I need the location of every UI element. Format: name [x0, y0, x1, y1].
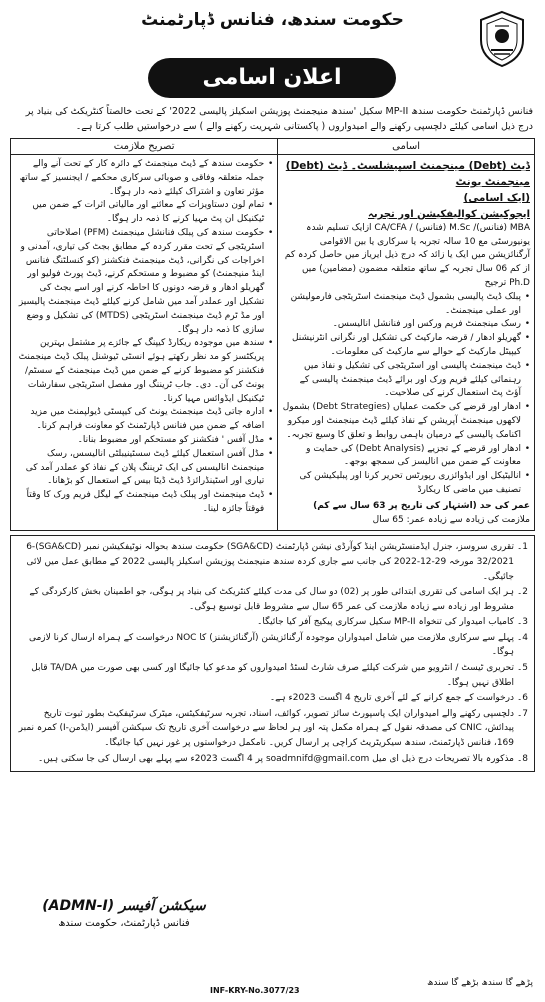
experience-item: • ادھار اور قرضے کے تجزیے (Debt Analysis) کی حمایت و معاونت کے ضمن میں انالیسز کی سمجھ بوجھ۔	[282, 443, 530, 471]
experience-item: • ڈیٹ مینجمنٹ پالیسی اور اسٹریٹجی کی تشکیل و نفاذ میں رہنمائی کیلئے فریم ورک اور برائے ڈیٹ مینجمنٹ پالیسی کے آؤٹ پٹ استعمال کرنے کی صلاحیت۔	[282, 360, 530, 401]
duty-item: • مڈل آفس ' فنکشنز کو مستحکم اور مضبوط بنانا۔	[15, 434, 273, 448]
note-text: تحریری ٹیسٹ / انٹرویو میں شرکت کیلئے صرف شارٹ لسٹڈ امیدواروں کو مدعو کیا جائیگا اور کسی بھی صورت میں TA/DA قابل اطلاق نہیں ہوگا۔	[31, 663, 514, 688]
note-text: کامیاب امیدوار کی تنخواہ MP-II سکیل سرکاری پیکیج آفر کیا جائیگا۔	[257, 617, 514, 628]
duty-item: • مڈل آفس استعمال کیلئے ڈیٹ سسٹینیبلٹی انالیسس، رسک مینجمنٹ انالیسس کی ایک ٹریننگ پلان کے نفاذ کو عملدر آمد کی تیاری اور اسٹینڈرائزڈ ڈیٹ ڈیٹا بیس کے استعمال کو بڑھانا۔	[15, 448, 273, 489]
education-text: MBA (فنانس)/ M.Sc (فنانس) / CA/CFA ازایک تسلیم شدہ یونیورسٹی مع 10 سالہ تجربہ یا سرکاری یا بین الاقوامی آرگنائزیشن میں ایک یا زائد کہ درج ذیل ایریاز میں حاصل کردہ کم از کم 06 سال تجربہ کے ساتھ متعلقہ مضمون (مضامین) میں Ph.D ترجیح	[284, 222, 530, 288]
slogan: پڑھے گا سندھ بڑھے گا سندھ	[427, 978, 533, 988]
experience-item: • انالیٹیکل اور ایڈوائزری رپورٹس تحریر کرنا اور پبلیکیشن کی تصنیف میں ماضی کا ریکارڈ	[282, 470, 530, 498]
post-details-cell	[278, 155, 535, 531]
terms-and-conditions	[10, 535, 535, 772]
education-heading: ایجوکیشن کوالیفکیشن اور تجربہ	[368, 209, 530, 220]
note-text: ہر ایک اسامی کی تقرری ابتدائی طور پر (02) دو سال کی مدت کیلئے کنٹریکٹ کی بنیاد پر ہوگی، جو اطمینان بخش کارکردگی کے مشروط اور زیادہ سے زیادہ ملازمت کی عمر 65 سال سے مشروط قابل توسیع ہوگی۔	[29, 587, 514, 612]
note-number: 2۔	[516, 587, 528, 598]
experience-item: • رسک مینجمنٹ فریم ورکس اور فنانشل انالیسس۔	[282, 318, 530, 332]
job-description-cell	[11, 155, 278, 531]
note-item	[17, 615, 528, 630]
duty-item: • ادارہ جاتی ڈیٹ مینجمنٹ یونٹ کی کیپسٹی ڈیولپمنٹ میں مزید اضافہ کے ضمن میں فنانس ڈپارٹمنٹ کو معاونت فراہم کرنا۔	[15, 406, 273, 434]
note-text: تقرری سروسز، جنرل ایڈمنسٹریشن اینڈ کوآرڈی نیشن ڈپارٹمنٹ (SGA&CD) حکومت سندھ بحوالہ نوٹیفکیشن نمبر (SGA&CD)6-32/2021 مورخہ 29-12-2022 کی جانب سے جاری کردہ سندھ منیجمنٹ پوزیشن اسکیلز پالیسی 2022 کے مطابق عمل میں لائی جائیگی۔	[26, 542, 514, 582]
note-number: 7۔	[516, 708, 528, 719]
duty-item: • ڈیٹ مینجمنٹ اور پبلک ڈیٹ مینجمنٹ کے لیگل فریم ورک کا وقتاً فوقتاً جائزہ لینا۔	[15, 489, 273, 517]
intro-paragraph: فنانس ڈپارٹمنٹ حکومت سندھ MP-II سکیل 'سندھ منیجمنٹ پوزیشن اسکیلز پالیسی 2022' کے تحت خالصتاً کنٹریکٹ کی بنیاد پر درج ذیل اسامی کیلئے دلچسپی رکھنے والے امیدواروں ( پاکستانی شہریت رکھنے والے ) سے درخواستیں طلب کرتا ہے۔	[25, 106, 533, 132]
duty-item: • حکومت سندھ کے ڈیٹ مینجمنٹ کے دائرہ کار کے تحت آنے والے جملہ متعلقہ وفاقی و صوبائی سرکاری محکمے / ایجنسیز کے ساتھ مؤثر تعاون و اشتراک کیلئے ذمہ دار ہوگا۔	[15, 158, 273, 199]
department-heading: حکومت سندھ، فنانس ڈپارٹمنٹ	[141, 10, 404, 30]
note-item	[17, 540, 528, 584]
retirement-age: ملازمت کی زیادہ سے زیادہ عمر: 65 سال	[372, 514, 530, 525]
note-number: 3۔	[516, 617, 528, 628]
duties-list	[15, 158, 273, 517]
note-item	[17, 585, 528, 614]
vacancy-banner: اعلان اسامی	[148, 58, 396, 98]
experience-item: • گھریلو ادھار / قرضہ مارکیٹ کی تشکیل اور نگرانی انٹرنیشنل کیپیٹل مارکیٹ کے حوالے سے مارکیٹ کی معلومات۔	[282, 332, 530, 360]
vacancy-table	[10, 138, 535, 531]
duty-item: • سندھ میں موجودہ ریکارڈ کیپنگ کے جائزے پر مشتمل بہترین پریکٹسز کو مد نظر رکھتے ہوئے انسٹی ٹیوشنل پبلک ڈیٹ مینجمنٹ فنکشنز کو مضبوط کرنے کے ضمن میں ڈیٹ مینجمنٹ کے سسٹم/ یونٹ کی آن۔ دی۔ جاب ٹریننگ اور مفصل اسٹریٹجی سفارشات ٹیکنیکل ایڈوائس مہیا کرنا۔	[15, 337, 273, 406]
note-number: 1۔	[516, 542, 528, 553]
header	[10, 6, 535, 104]
duty-item: • تمام لون دستاویزات کے معائنے اور مالیاتی اثرات کے ضمن میں ٹیکنیکل ان پٹ مہیا کرنے کا ذمہ دار ہوگا۔	[15, 199, 273, 227]
note-item	[17, 661, 528, 690]
post-column-header: اسامی	[278, 139, 535, 155]
experience-item: • ادھار اور قرضے کی حکمت عملیاں (Debt Strategies) بشمول لاکھوں مینجمنٹ آپریشن کے نفاذ کیلئے ڈیٹ مینجمنٹ اور میکرو اکنامک پالیسی کے درمیان باہمی روابط و تعلق کا وسیع تجربہ۔	[282, 401, 530, 442]
note-text: پہلے سے سرکاری ملازمت میں شامل امیدواران موجودہ آرگنائزیشن (آرگنائزیشنز) کا NOC درخواست کے ہمراہ ارسال کرنا لازمی ہوگا۔	[28, 632, 514, 658]
post-count: (ایک اسامی)	[463, 192, 530, 204]
note-text: دلچسپی رکھنے والے امیدواران ایک پاسپورٹ سائز تصویر، کوائف، اسناد، تجربہ سرٹیفکیٹس، میٹرک سرٹیفکیٹ بطور ثبوت تاریخ پیدائش، CNIC کی مصدقہ نقول کے ہمراہ مکمل پتہ اور ہر لحاظ سے درخواست آخری تاریخ تک سیکشن آفیسر (ایڈمن-I) کمرہ نمبر 169، فنانس ڈپارٹمنٹ، سندھ سیکریٹریٹ کراچی پر ارسال کریں۔ نامکمل درخواستوں پر غور نہیں کیا جائیگا۔	[18, 708, 514, 749]
duty-item: • حکومت سندھ کی پبلک فنانشل مینجمنٹ (PFM) اصلاحاتی اسٹریٹجی کے تحت مقرر کردہ کے مطابق بجٹ کی تیاری، آمدنی و اخراجات کی نگرانی، ڈیٹ مینجمنٹ فنکشنز (کو کنسلٹنگ فنانس اینڈ منیجمنٹ) کو مضبوط و مستحکم کرنے، ڈیٹ پورٹ فولیو اور گھریلو ادھار و قرضہ دونوں کا احاطہ کرنے اور اسے بجٹ کی تشکیل اور عملدر آمد میں شامل کرنے کیلئے ڈیٹ مینجمنٹ پالیسیز اور مڈ ٹرم ڈیٹ مینجمنٹ اسٹریٹجی (MTDS) کی تشکیل و وضع سازی کا ذمہ دار ہوگا۔	[15, 227, 273, 337]
note-text: مذکورہ بالا تصریحات درج ذیل ای میل soadmnifd@gmail.com پر 4 اگست 2023ء سے پہلے بھی ارسال کی جا سکتی ہیں۔	[37, 753, 514, 764]
note-number: 5۔	[516, 663, 528, 674]
age-limit: عمر کی حد (اشتہار کی تاریخ پر 63 سال سے کم)	[313, 500, 530, 511]
note-number: 4۔	[516, 632, 528, 643]
experience-item: • پبلک ڈیٹ پالیسی بشمول ڈیٹ مینجمنٹ اسٹریٹجی فارمولیشن اور عملی مینجمنٹ۔	[282, 291, 530, 319]
note-number: 8۔	[516, 753, 528, 764]
signatory-org: فنانس ڈپارٹمنٹ، حکومت سندھ	[58, 918, 190, 929]
duties-column-header: تصریح ملازمت	[11, 139, 278, 155]
post-title: ڈیٹ (Debt) مینجمنٹ اسپیشلسٹ۔ ڈیٹ (Debt) مینجمنٹ یونٹ	[285, 160, 530, 188]
note-item	[17, 752, 528, 767]
note-item	[17, 631, 528, 660]
note-number: 6۔	[516, 693, 528, 704]
signatory-title: سیکشن آفیسر (ADMN-I)	[42, 898, 206, 914]
info-reference-number: INF-KRY-No.3077/23	[210, 986, 300, 995]
signature-block	[14, 898, 234, 929]
note-text: درخواست کے جمع کرانے کے لئے آخری تاریخ 4 اگست 2023ء ہے۔	[269, 693, 514, 704]
experience-list	[282, 291, 530, 498]
note-item	[17, 707, 528, 751]
note-item	[17, 691, 528, 706]
